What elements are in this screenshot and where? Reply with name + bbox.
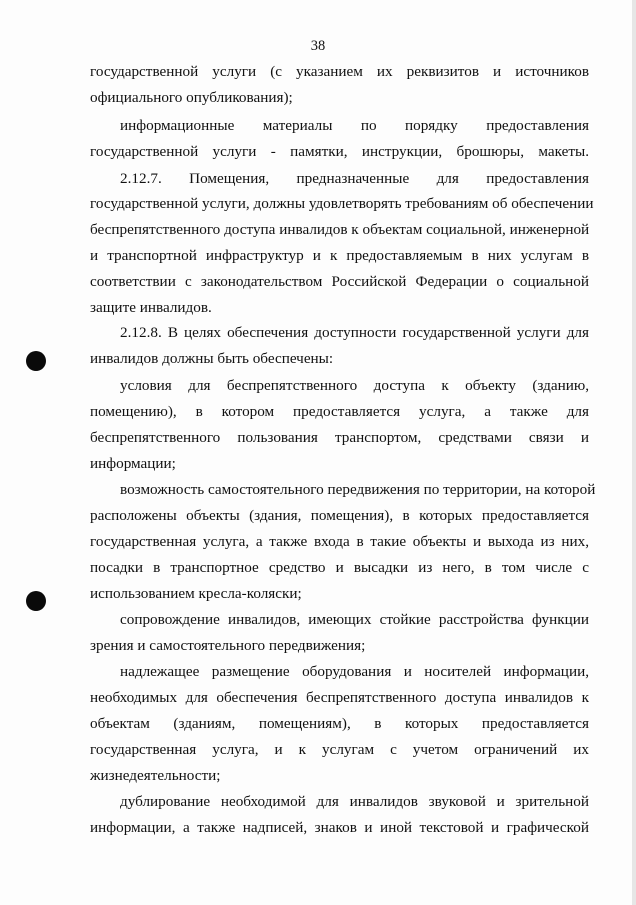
- text-line: дублирование необходимой для инвалидов звуковой и зрительной: [120, 793, 589, 810]
- text-line: 2.12.8. В целях обеспечения доступности государственной услуги для: [120, 324, 589, 341]
- text-line: соответствии с законодательством Российской Федерации о социальной: [90, 273, 589, 290]
- text-line: беспрепятственного доступа инвалидов к объектам социальной, инженерной: [90, 221, 590, 238]
- text-line: информации;: [90, 455, 176, 472]
- text-line: надлежащее размещение оборудования и носителей информации,: [120, 663, 589, 680]
- page-edge-shadow: [632, 0, 636, 905]
- text-line: беспрепятственного пользования транспортом, средствами связи и: [90, 429, 589, 446]
- text-line: объектам (зданиям, помещениям), в которых предоставляется: [90, 715, 589, 732]
- text-line: помещению), в котором предоставляется услуга, а также для: [90, 403, 589, 420]
- text-line: государственная услуга, а также входа в такие объекты и выхода из них,: [90, 533, 589, 550]
- text-line: официального опубликования);: [90, 89, 293, 106]
- text-line: условия для беспрепятственного доступа к объекту (зданию,: [120, 377, 589, 394]
- text-line: государственной услуги - памятки, инструкции, брошюры, макеты.: [90, 143, 589, 160]
- text-line: расположены объекты (здания, помещения), в которых предоставляется: [90, 507, 589, 524]
- text-line: государственная услуга, и к услугам с учетом ограничений их: [90, 741, 589, 758]
- text-line: государственной услуги (с указанием их реквизитов и источников: [90, 63, 589, 80]
- text-line: необходимых для обеспечения беспрепятственного доступа инвалидов к: [90, 689, 589, 706]
- text-line: государственной услуги, должны удовлетворять требованиям об обеспечении: [90, 195, 594, 212]
- punch-hole-mark: [26, 351, 46, 371]
- text-line: 2.12.7. Помещения, предназначенные для предоставления: [120, 170, 589, 187]
- punch-hole-mark: [26, 591, 46, 611]
- text-line: информационные материалы по порядку предоставления: [120, 117, 589, 134]
- text-line: посадки в транспортное средство и высадки из него, в том числе с: [90, 559, 589, 576]
- text-line: использованием кресла-коляски;: [90, 585, 302, 602]
- text-line: защите инвалидов.: [90, 299, 212, 316]
- text-line: инвалидов должны быть обеспечены:: [90, 350, 334, 367]
- text-line: и транспортной инфраструктур и к предоставляемым в них услугам в: [90, 247, 589, 264]
- page-number: 38: [310, 38, 326, 54]
- text-line: возможность самостоятельного передвижения по территории, на которой: [120, 481, 596, 498]
- text-line: жизнедеятельности;: [90, 767, 221, 784]
- text-line: сопровождение инвалидов, имеющих стойкие расстройства функции: [120, 611, 589, 628]
- text-line: информации, а также надписей, знаков и иной текстовой и графической: [90, 819, 589, 836]
- text-line: зрения и самостоятельного передвижения;: [90, 637, 366, 654]
